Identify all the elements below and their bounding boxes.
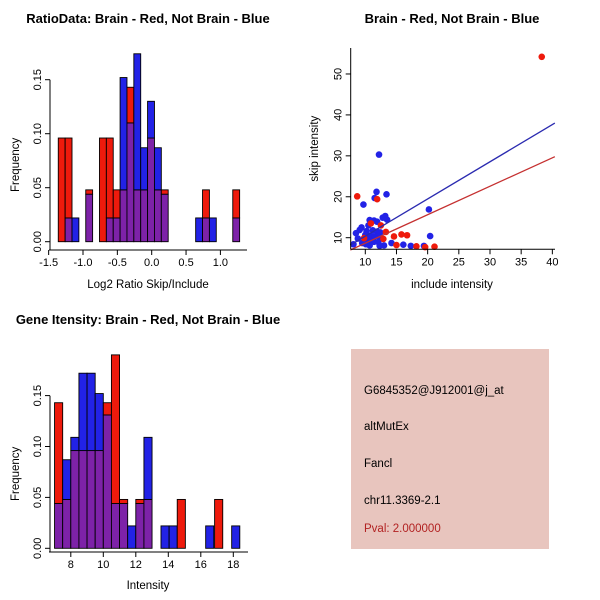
bar-notbrain <box>196 218 203 242</box>
data-point <box>354 193 361 200</box>
x-tick-label: 1.0 <box>212 257 229 269</box>
bar-brain <box>86 190 93 194</box>
bar-overlap <box>161 194 168 242</box>
bar-brain <box>136 499 144 503</box>
x-tick-label: 20 <box>421 256 434 269</box>
y-tick-label: 50 <box>332 67 345 81</box>
bar-overlap <box>120 504 128 549</box>
x-tick-label: 16 <box>194 559 207 571</box>
data-point <box>373 189 380 196</box>
y-tick-label: 0.05 <box>32 176 44 199</box>
data-point <box>368 220 375 227</box>
bar-overlap <box>127 123 134 242</box>
data-point <box>391 233 398 240</box>
bar-notbrain <box>141 148 148 190</box>
data-point <box>366 242 373 249</box>
bar-overlap <box>134 190 141 242</box>
x-tick-label: 0.5 <box>178 257 194 269</box>
y-tick-label: 0.00 <box>32 230 44 253</box>
data-point <box>383 191 390 198</box>
bar-brain <box>161 190 168 194</box>
not_brain_fit-line <box>350 123 555 245</box>
gene-symbol-text: Fancl <box>364 458 393 470</box>
intensity-scatter-panel <box>300 0 600 300</box>
bar-notbrain <box>169 526 177 548</box>
bar-brain <box>103 403 111 415</box>
y-tick-label: 0.05 <box>32 486 44 509</box>
bar-overlap <box>55 504 63 549</box>
event-type-text: altMutEx <box>364 421 409 433</box>
x-tick-label: -1.5 <box>39 257 59 269</box>
bar-overlap <box>87 451 95 549</box>
y-tick-label: 0.10 <box>32 122 44 145</box>
bar-brain <box>58 138 65 242</box>
y-axis-label: skip intensity <box>309 115 321 182</box>
y-tick-label: 10 <box>332 231 345 244</box>
y-tick-label: 0.00 <box>32 537 44 560</box>
bar-overlap <box>148 138 155 242</box>
bar-overlap <box>233 218 240 242</box>
gene_hist-bars <box>55 355 240 548</box>
data-point <box>398 231 405 238</box>
bar-notbrain <box>209 218 216 242</box>
bar-brain <box>177 499 185 548</box>
bar-overlap <box>113 218 120 242</box>
bar-notbrain <box>161 526 169 548</box>
bar-overlap <box>86 194 93 242</box>
bar-notbrain <box>95 394 103 451</box>
bar-brain <box>113 190 120 218</box>
brain_fit-line <box>350 157 555 250</box>
bar-overlap <box>106 218 113 242</box>
x-tick-label: 10 <box>97 559 110 571</box>
bar-overlap <box>136 504 144 549</box>
bar-overlap <box>154 190 161 242</box>
bar-overlap <box>203 218 210 242</box>
gene-intensity-histogram-panel <box>0 300 300 600</box>
y-tick-label: 30 <box>332 149 345 162</box>
bar-overlap <box>144 499 152 548</box>
bar-notbrain <box>148 101 155 138</box>
bar-brain <box>233 190 240 218</box>
data-point <box>413 243 420 250</box>
data-point <box>400 241 407 248</box>
data-point <box>404 232 411 239</box>
data-point <box>538 53 545 60</box>
x-tick-label: -1.0 <box>73 257 93 269</box>
bar-notbrain <box>71 437 79 450</box>
data-point <box>427 233 434 240</box>
bar-brain <box>99 138 106 242</box>
x-tick-label: 15 <box>390 256 403 269</box>
y-axis-label: Frequency <box>10 446 22 502</box>
bar-overlap <box>79 451 87 549</box>
x-tick-label: 12 <box>129 559 142 571</box>
chart-title: Brain - Red, Not Brain - Blue <box>364 11 540 26</box>
y-tick-label: 0.15 <box>32 384 44 407</box>
x-axis-label: include intensity <box>411 279 493 291</box>
bar-brain <box>120 499 128 503</box>
bar-overlap <box>71 451 79 549</box>
bar-notbrain <box>134 54 141 190</box>
bar-notbrain <box>144 437 152 499</box>
bar-brain <box>55 403 63 504</box>
data-point <box>376 151 383 158</box>
ratio_hist-bars <box>58 54 239 242</box>
x-tick-label: -0.5 <box>107 257 127 269</box>
y-tick-label: 0.10 <box>32 435 44 458</box>
locus-text: chr11.3369-2.1 <box>364 495 441 507</box>
bar-notbrain <box>120 78 127 190</box>
probeset-id-text: G6845352@J912001@j_at <box>364 385 504 397</box>
x-tick-label: 10 <box>359 256 372 269</box>
bar-overlap <box>141 190 148 242</box>
data-point <box>393 242 400 249</box>
bar-brain <box>65 138 72 218</box>
bar-brain <box>111 355 119 504</box>
x-tick-label: 18 <box>227 559 240 571</box>
bar-overlap <box>95 451 103 549</box>
bar-brain <box>127 87 134 123</box>
x-axis-label: Intensity <box>126 580 170 592</box>
bar-notbrain <box>206 526 214 548</box>
data-point <box>374 196 381 203</box>
bar-notbrain <box>154 148 161 190</box>
y-tick-label: 40 <box>332 108 345 122</box>
chart-title: Gene Itensity: Brain - Red, Not Brain - Blue <box>15 312 281 327</box>
bar-notbrain <box>63 460 71 500</box>
y-tick-label: 0.15 <box>32 68 44 91</box>
bar-overlap <box>120 190 127 242</box>
bar-notbrain <box>232 526 240 548</box>
x-tick-label: 8 <box>67 559 74 571</box>
bar-notbrain <box>128 526 136 548</box>
y-tick-label: 20 <box>332 190 345 203</box>
chart-title: RatioData: Brain - Red, Not Brain - Blue <box>26 11 270 26</box>
pval-text: Pval: 2.000000 <box>364 523 441 535</box>
x-tick-label: 30 <box>483 256 497 269</box>
x-axis-label: Log2 Ratio Skip/Include <box>87 279 209 291</box>
bar-brain <box>215 499 223 548</box>
bar-overlap <box>63 499 71 548</box>
data-point <box>426 206 433 213</box>
bar-overlap <box>103 415 111 548</box>
x-tick-label: 35 <box>515 256 528 269</box>
data-point <box>381 242 388 249</box>
bar-notbrain <box>79 373 87 450</box>
data-point <box>408 243 415 250</box>
bar-brain <box>106 138 113 218</box>
bar-overlap <box>111 504 119 549</box>
ratio-histogram-panel <box>0 0 300 300</box>
y-axis-label: Frequency <box>10 137 22 193</box>
bar-overlap <box>65 218 72 242</box>
data-point <box>360 201 367 208</box>
bar-notbrain <box>72 218 79 242</box>
x-tick-label: 25 <box>452 256 465 269</box>
bar-notbrain <box>87 373 95 450</box>
x-tick-label: 14 <box>162 559 175 571</box>
x-tick-label: 0.0 <box>144 257 160 269</box>
info-panel <box>351 349 549 549</box>
bar-brain <box>203 190 210 218</box>
x-tick-label: 40 <box>546 256 559 269</box>
